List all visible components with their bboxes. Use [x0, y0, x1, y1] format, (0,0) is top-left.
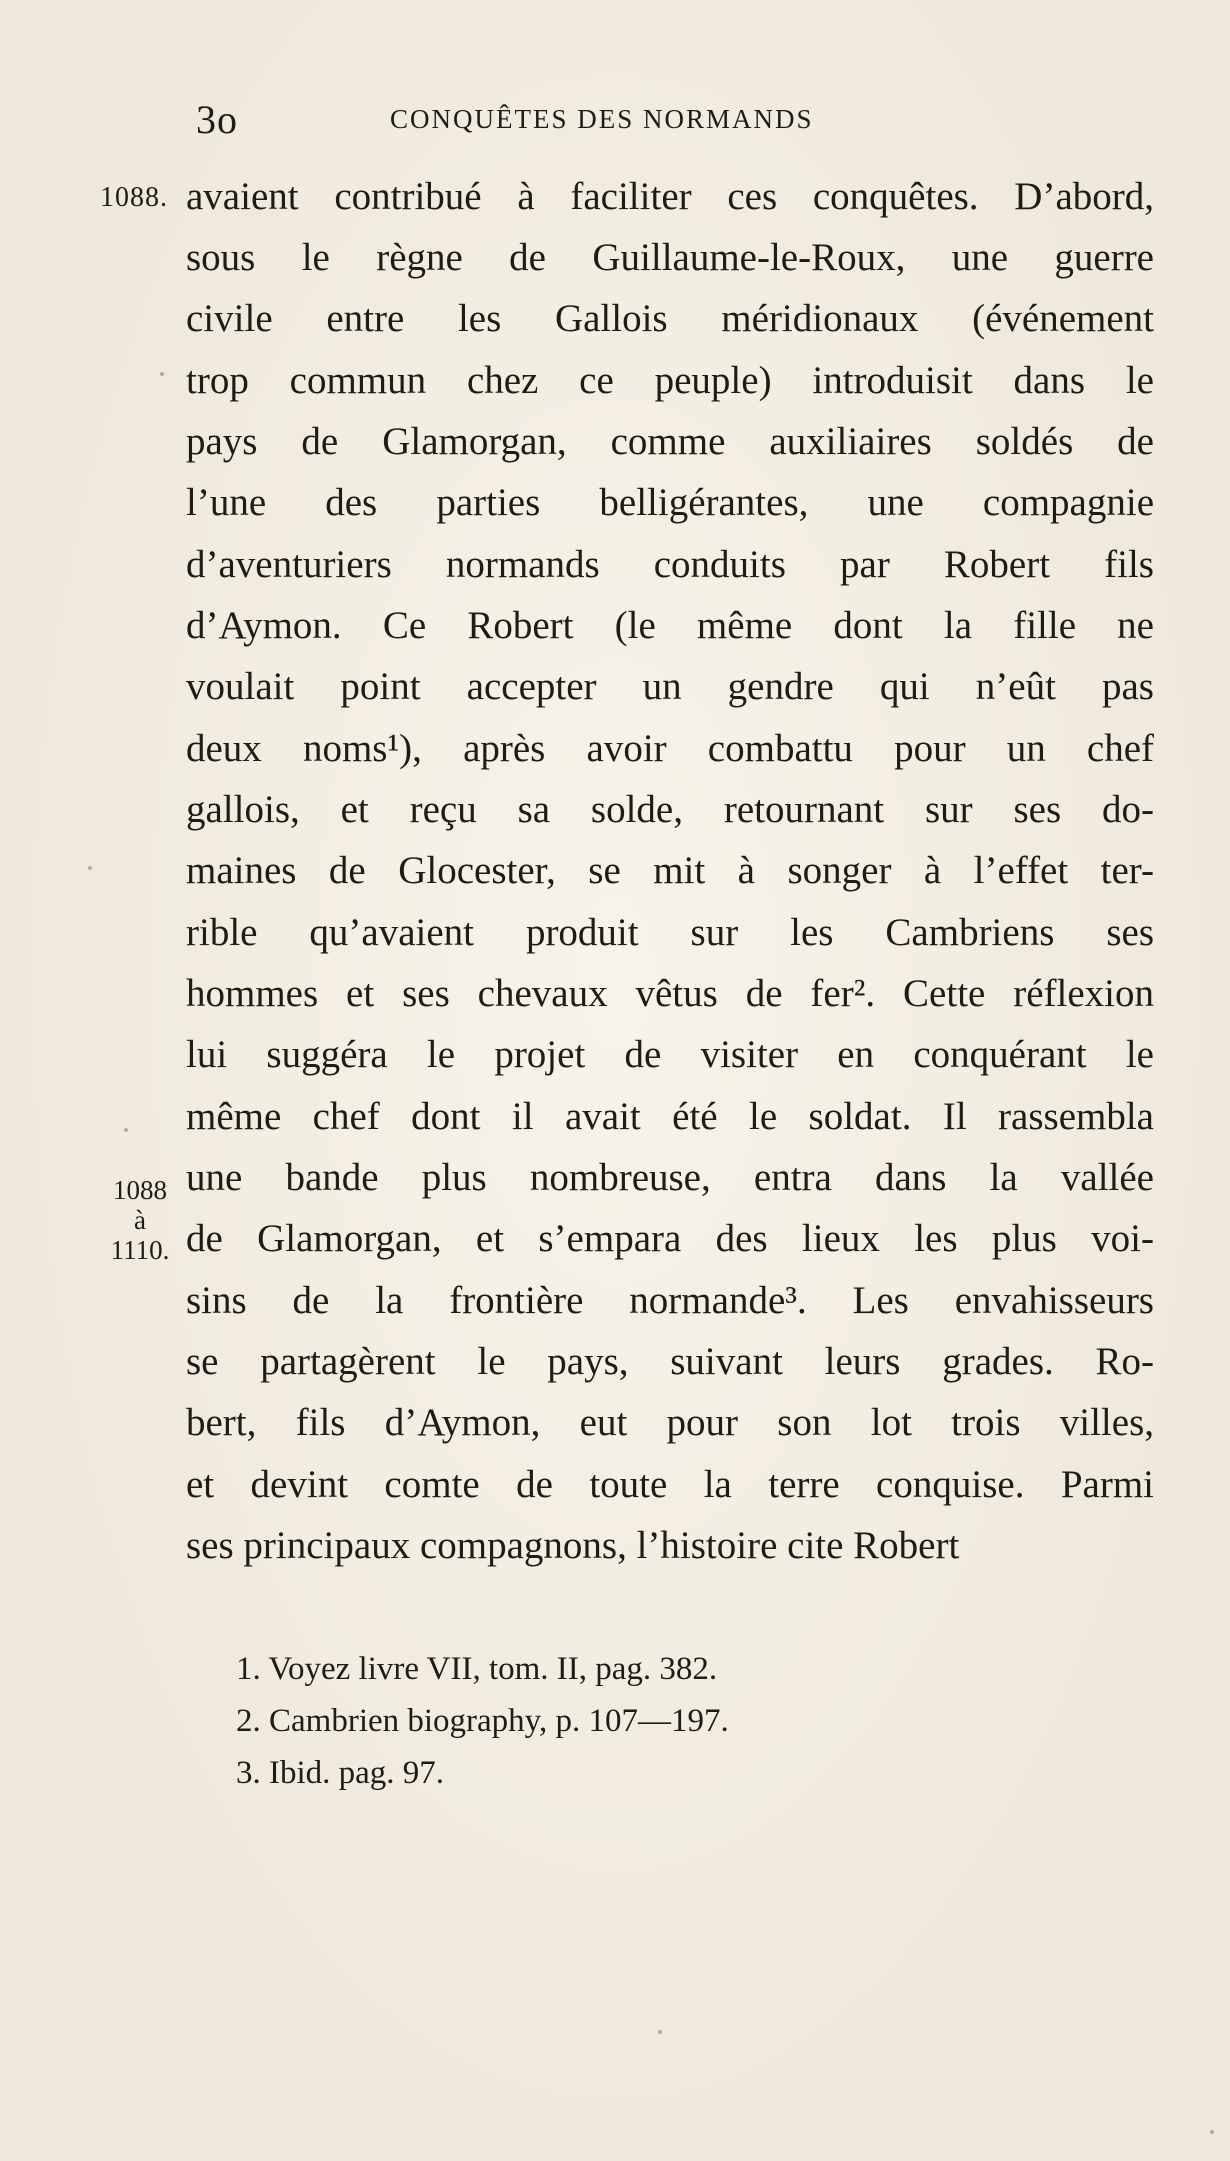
running-title: CONQUÊTES DES NORMANDS — [390, 104, 814, 134]
text-line: pays de Glamorgan, comme auxiliaires soldés de — [186, 420, 1154, 463]
margin-date-range — [100, 1175, 180, 1265]
text-line: trop commun chez ce peuple) introduisit dans le — [186, 359, 1154, 402]
text-line: gallois, et reçu sa solde, retournant sur ses do- — [186, 788, 1154, 831]
text-line: une bande plus nombreuse, entra dans la vallée — [186, 1156, 1154, 1199]
text-line: d’Aymon. Ce Robert (le même dont la fille ne — [186, 604, 1154, 647]
text-line: de Glamorgan, et s’empara des lieux les plus voi- — [186, 1217, 1154, 1260]
paper-speck — [1210, 2130, 1214, 2134]
paper-speck — [658, 2030, 662, 2034]
text-line: rible qu’avaient produit sur les Cambriens ses — [186, 911, 1154, 954]
paper-speck — [160, 372, 164, 376]
margin-range-start: 1088 — [113, 1175, 167, 1205]
footnote: 2. Cambrien biography, p. 107—197. — [236, 1703, 729, 1739]
footnote: 3. Ibid. pag. 97. — [236, 1755, 445, 1791]
text-line: d’aventuriers normands conduits par Robert fils — [186, 543, 1154, 586]
text-line: sous le règne de Guillaume-le-Roux, une guerre — [186, 236, 1154, 279]
text-line: se partagèrent le pays, suivant leurs grades. Ro- — [186, 1340, 1154, 1383]
text-line: et devint comte de toute la terre conquise. Parmi — [186, 1463, 1154, 1506]
text-line: sins de la frontière normande³. Les envahisseurs — [186, 1279, 1154, 1322]
text-line: deux noms¹), après avoir combattu pour un chef — [186, 727, 1154, 770]
paper-speck — [88, 866, 92, 870]
text-line: maines de Glocester, se mit à songer à l’effet ter- — [186, 849, 1154, 892]
text-line: avaient contribué à faciliter ces conquêtes. D’abord, — [186, 175, 1154, 218]
margin-range-word: à — [134, 1205, 146, 1235]
text-line: civile entre les Gallois méridionaux (événement — [186, 297, 1154, 340]
paper-speck — [124, 1128, 128, 1132]
margin-year: 1088. — [100, 182, 168, 213]
text-line: lui suggéra le projet de visiter en conquérant le — [186, 1033, 1154, 1076]
margin-range-end: 1110. — [110, 1235, 170, 1265]
footnote: 1. Voyez livre VII, tom. II, pag. 382. — [236, 1651, 718, 1687]
text-line: voulait point accepter un gendre qui n’eût pas — [186, 665, 1154, 708]
page-number: 3o — [196, 97, 238, 142]
text-line: ses principaux compagnons, l’histoire cite Robert — [186, 1524, 960, 1567]
page-header — [190, 96, 950, 146]
text-line: l’une des parties belligérantes, une compagnie — [186, 481, 1154, 524]
text-line: hommes et ses chevaux vêtus de fer². Cette réflexion — [186, 972, 1154, 1015]
text-line: même chef dont il avait été le soldat. Il rassembla — [186, 1095, 1154, 1138]
footnotes — [236, 1643, 936, 1799]
text-line: bert, fils d’Aymon, eut pour son lot trois villes, — [186, 1401, 1154, 1444]
